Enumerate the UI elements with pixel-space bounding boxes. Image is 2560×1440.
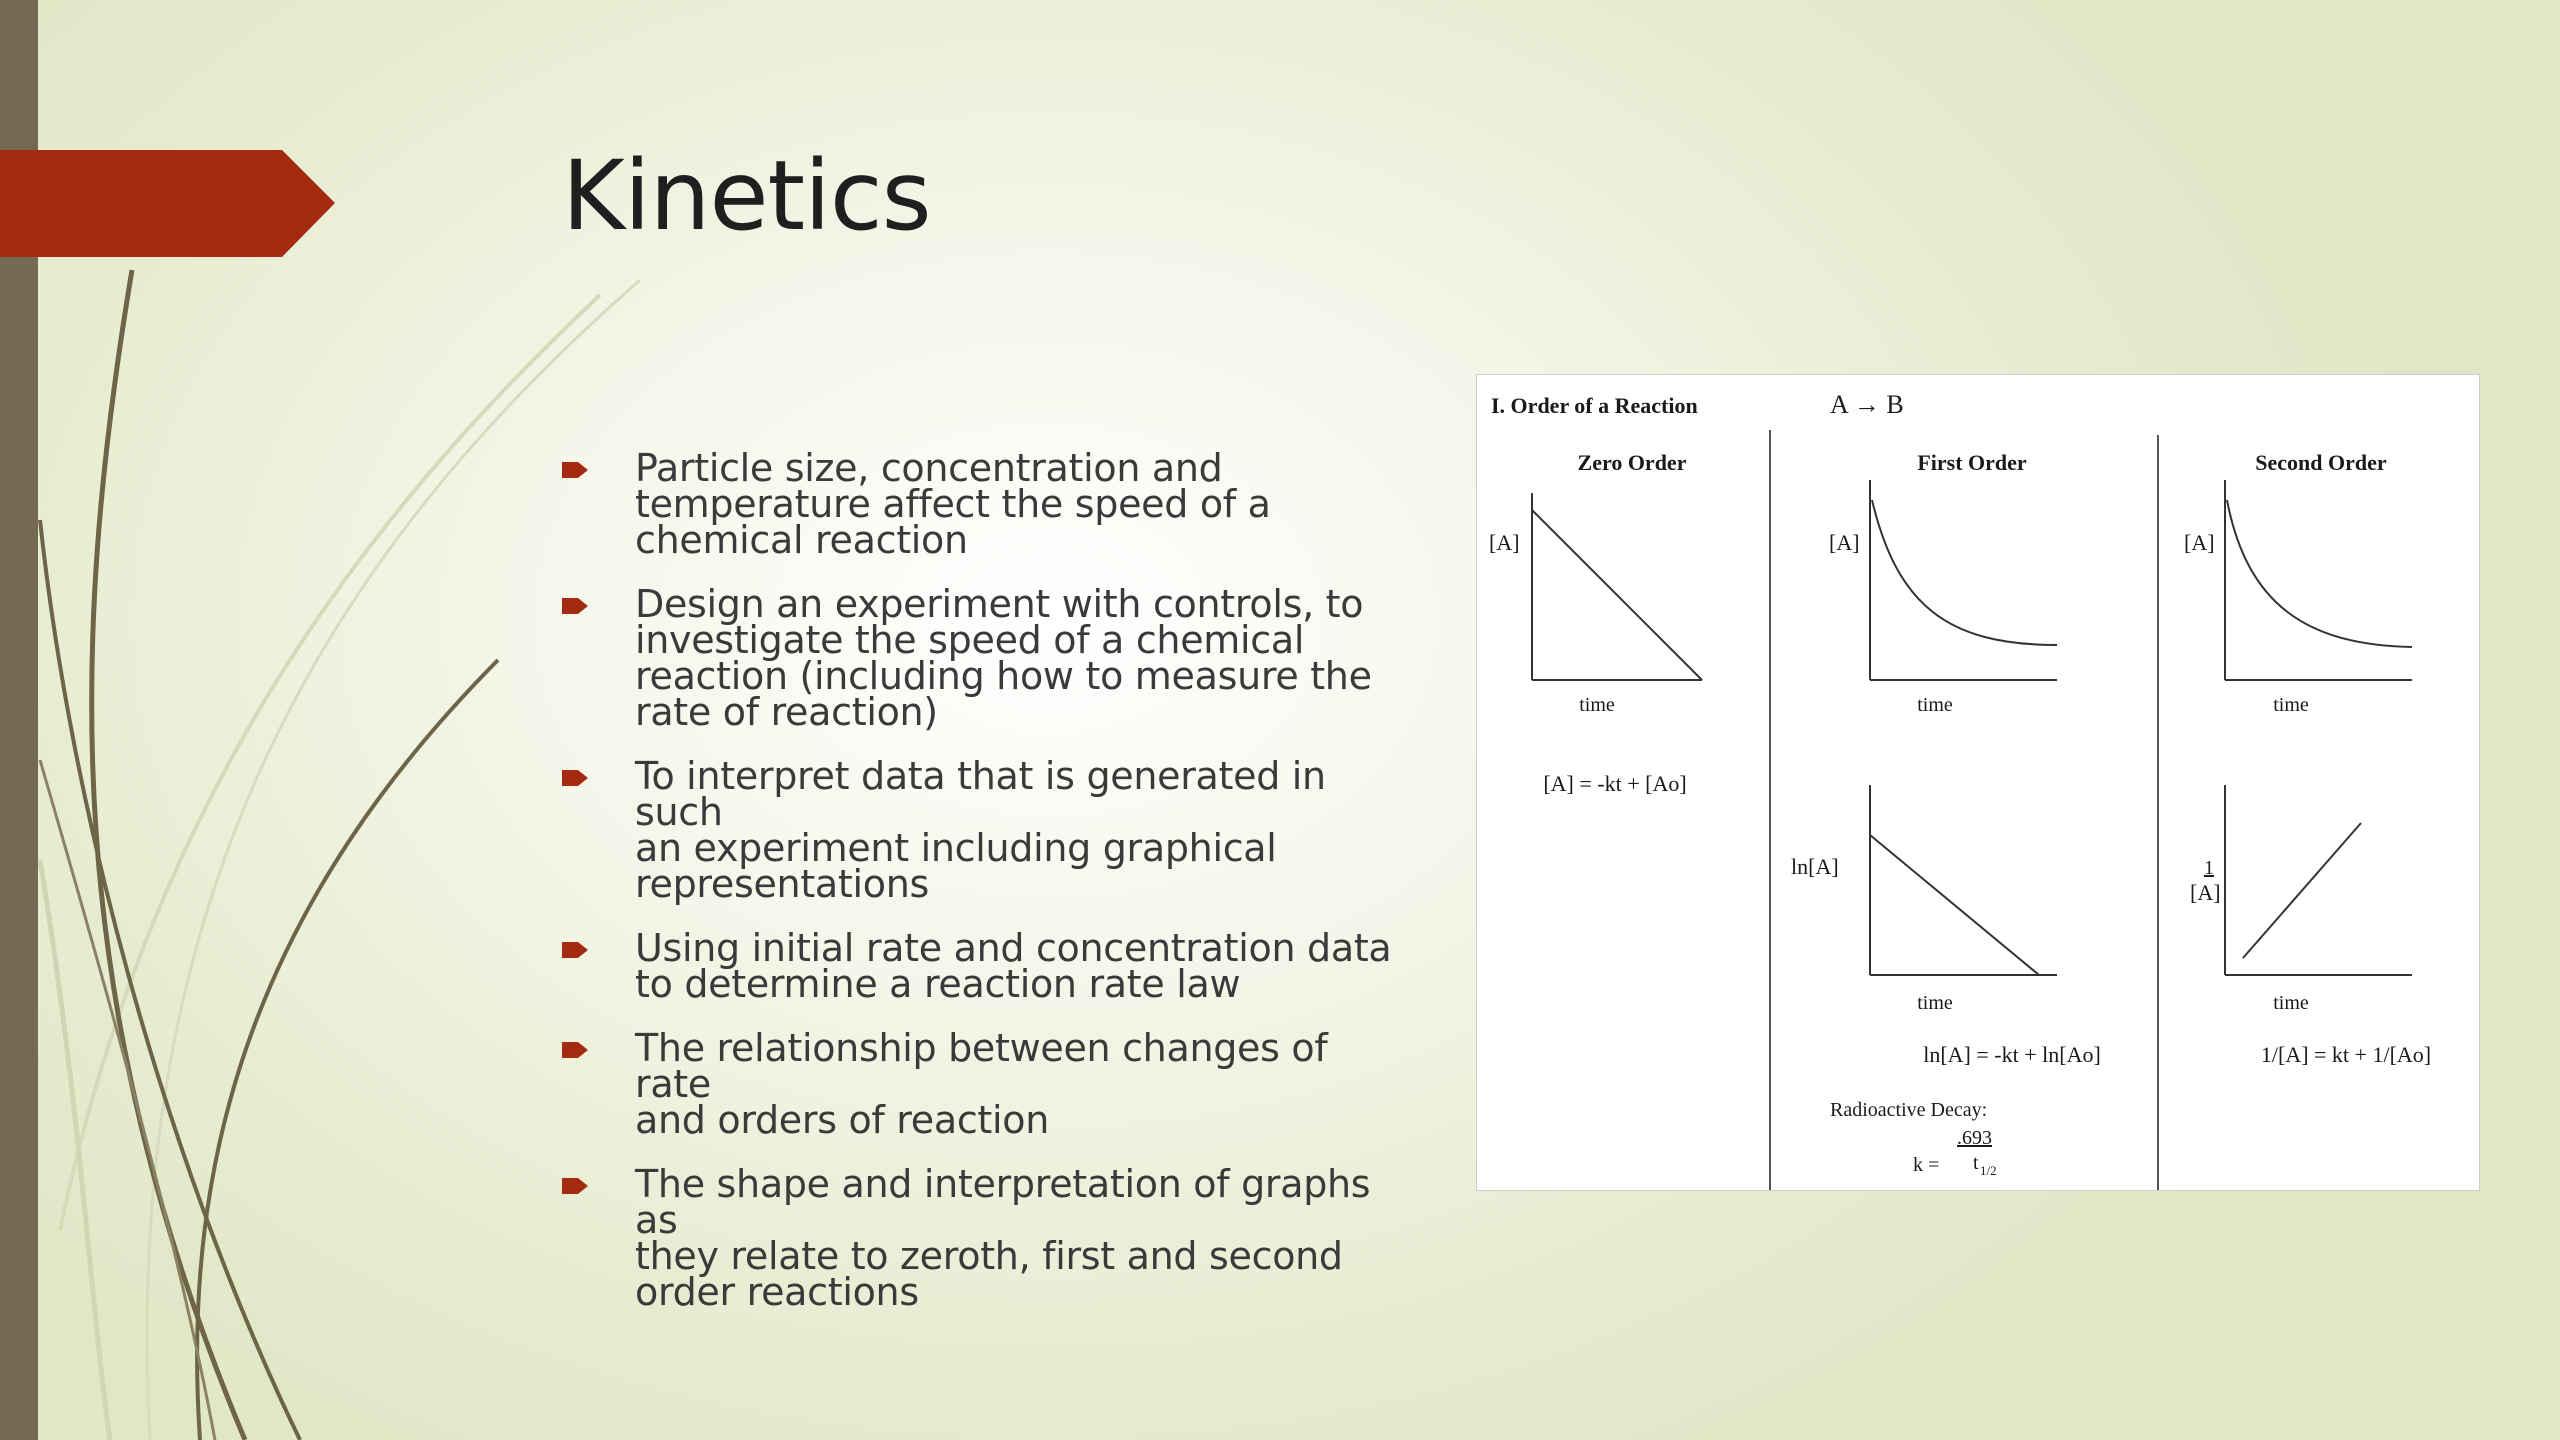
bullet-line: The shape and interpretation of graphs as <box>635 1162 1371 1242</box>
decor-curve-3 <box>197 660 498 1440</box>
y-axis-label: [A] <box>2184 530 2215 555</box>
second-order-inverse-graph <box>2190 785 2412 1014</box>
zero-order-equation: [A] = -kt + [Ao] <box>1543 771 1687 796</box>
first-order-title: First Order <box>1917 450 2027 475</box>
bullet-item <box>562 1026 1412 1142</box>
bullet-line: representations <box>635 862 929 906</box>
x-axis-label: time <box>1917 992 1953 1014</box>
decay-denominator-sub: 1/2 <box>1980 1163 1997 1178</box>
y-axis-label: ln[A] <box>1791 854 1839 879</box>
bullet-line: To interpret data that is generated in such <box>635 754 1326 834</box>
bullet-arrow-icon <box>562 1040 588 1060</box>
bullet-line: to determine a reaction rate law <box>635 962 1241 1006</box>
figure-reaction: A → B <box>1830 390 1904 419</box>
bullet-item <box>562 582 1412 734</box>
bullet-line: order reactions <box>635 1270 919 1314</box>
first-order-graph <box>1829 480 2057 716</box>
bullet-arrow-icon <box>562 596 588 616</box>
bullet-item <box>562 446 1412 562</box>
y-axis-label-denominator: [A] <box>2190 880 2221 905</box>
y-axis-label: [A] <box>1829 530 1860 555</box>
x-axis-label: time <box>1917 694 1953 716</box>
second-order-decay-curve <box>2227 500 2412 647</box>
figure-heading: I. Order of a Reaction <box>1491 393 1698 418</box>
reaction-order-figure <box>1476 374 2480 1191</box>
bullet-line: Design an experiment with controls, to <box>635 582 1364 626</box>
bullet-line: reaction (including how to measure the <box>635 654 1372 698</box>
decay-numerator: .693 <box>1957 1127 1992 1149</box>
bullet-list <box>562 446 1412 1338</box>
bullet-arrow-icon <box>562 768 588 788</box>
bullet-arrow-icon <box>562 460 588 480</box>
zero-order-line <box>1532 510 1702 680</box>
bullet-line: and orders of reaction <box>635 1098 1050 1142</box>
x-axis-label: time <box>2273 992 2309 1014</box>
bullet-item <box>562 754 1412 906</box>
bullet-line: rate of reaction) <box>635 690 938 734</box>
bullet-line: Using initial rate and concentration data <box>635 926 1392 970</box>
decay-lhs: k = <box>1913 1154 1940 1176</box>
bullet-line: Particle size, concentration and <box>635 446 1223 490</box>
bullet-line: temperature affect the speed of a <box>635 482 1271 526</box>
x-axis-label: time <box>2273 694 2309 716</box>
decor-curve-light-1 <box>60 295 600 1230</box>
bullet-arrow-icon <box>562 1176 588 1196</box>
reaction-order-diagram <box>1477 375 2479 1190</box>
slide-title: Kinetics <box>562 140 931 252</box>
y-axis-label: [A] <box>1489 530 1520 555</box>
zero-order-title: Zero Order <box>1577 450 1687 475</box>
first-order-decay-curve <box>1872 500 2057 645</box>
y-axis-label-numerator: 1 <box>2204 857 2214 879</box>
decay-denominator: t <box>1973 1152 1979 1174</box>
decor-curve-light-3 <box>40 860 110 1440</box>
bullet-arrow-icon <box>562 940 588 960</box>
second-order-graph <box>2184 480 2412 716</box>
second-order-equation: 1/[A] = kt + 1/[Ao] <box>2260 1042 2432 1067</box>
second-order-title: Second Order <box>2255 450 2387 475</box>
title-arrow-shape <box>0 150 335 257</box>
bullet-item <box>562 1162 1412 1314</box>
bullet-line: chemical reaction <box>635 518 968 562</box>
second-order-inverse-line <box>2243 823 2361 958</box>
decay-label: Radioactive Decay: <box>1830 1099 1988 1121</box>
bullet-item <box>562 926 1412 1006</box>
decor-curve-2 <box>40 520 300 1440</box>
bullet-line: they relate to zeroth, first and second <box>635 1234 1343 1278</box>
bullet-line: an experiment including graphical <box>635 826 1277 870</box>
zero-order-graph <box>1489 493 1702 716</box>
radioactive-decay-formula <box>1830 1099 1997 1178</box>
first-order-ln-graph <box>1791 785 2057 1014</box>
first-order-ln-line <box>1870 835 2039 975</box>
bullet-line: investigate the speed of a chemical <box>635 618 1305 662</box>
x-axis-label: time <box>1579 694 1615 716</box>
first-order-equation: ln[A] = -kt + ln[Ao] <box>1923 1042 2101 1067</box>
decor-curve-4 <box>40 760 215 1440</box>
bullet-line: The relationship between changes of rate <box>635 1026 1328 1106</box>
